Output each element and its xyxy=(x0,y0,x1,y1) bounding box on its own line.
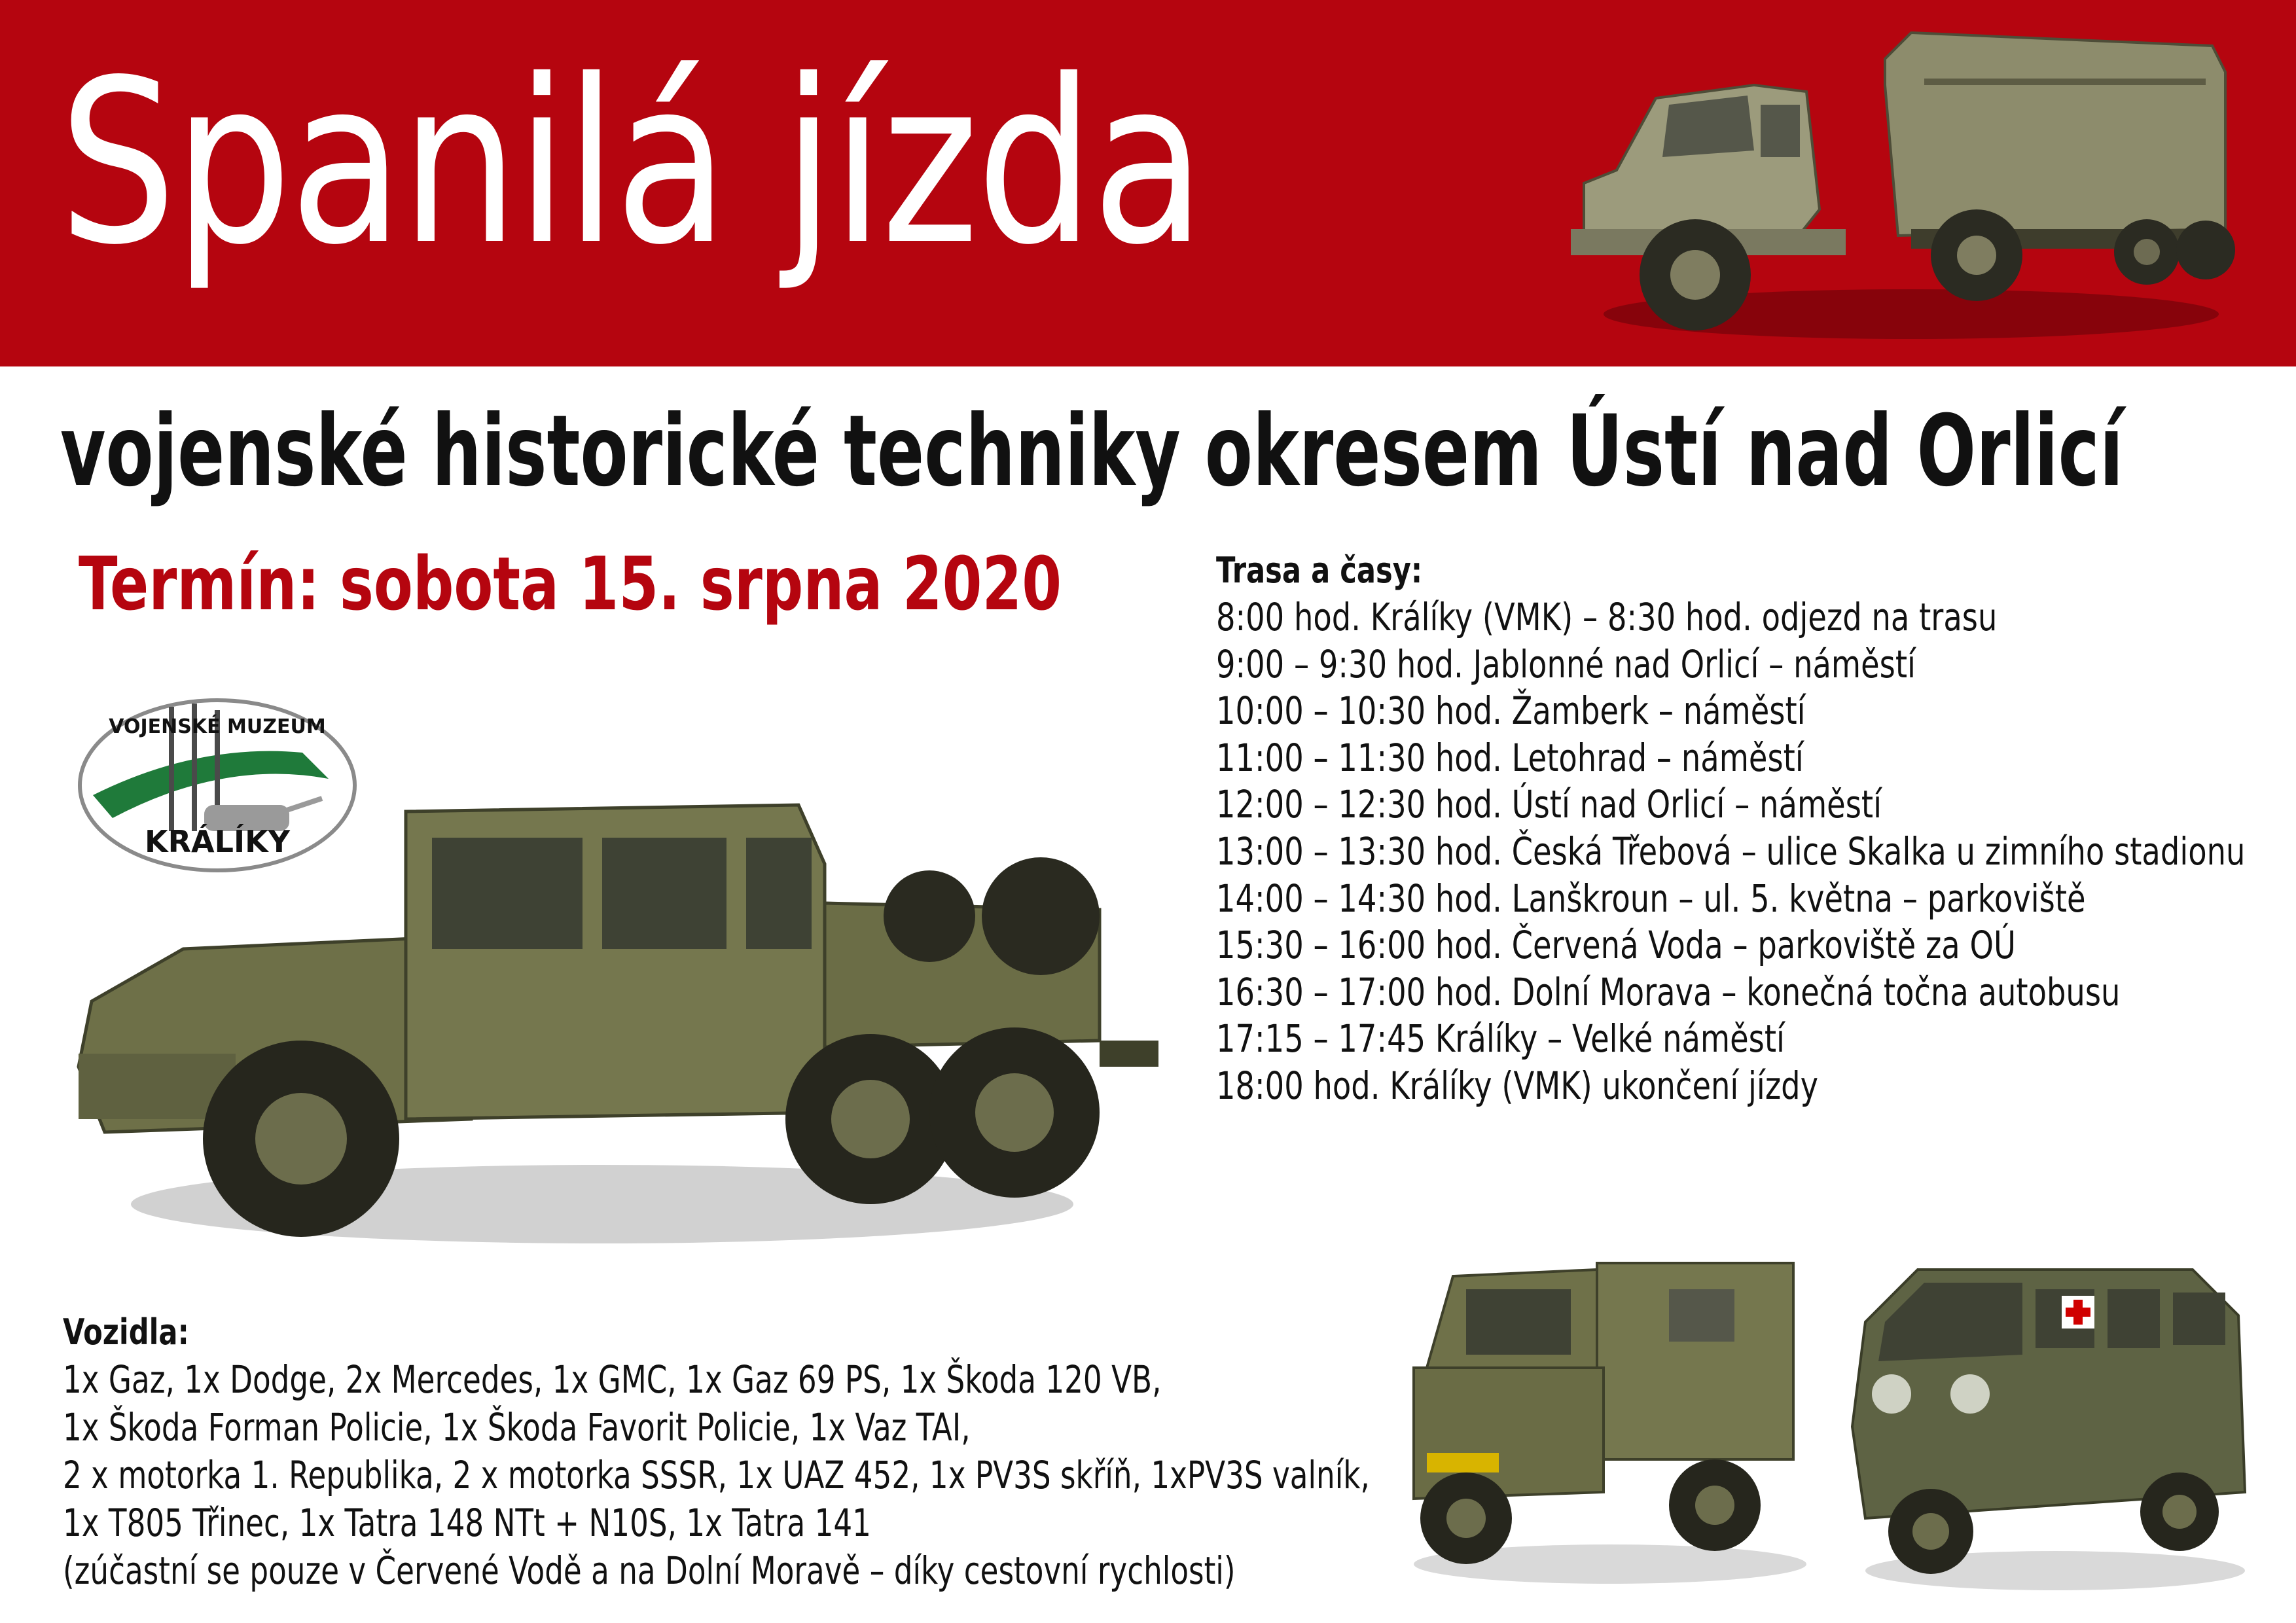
tatra-141-tractor-image xyxy=(65,785,1178,1257)
vehicles-line: 1x Gaz, 1x Dodge, 2x Mercedes, 1x GMC, 1x Gaz 69 PS, 1x Škoda 120 VB, xyxy=(63,1357,1162,1402)
vehicles-line: 1x T805 Třinec, 1x Tatra 148 NTt + N10S, 1x Tatra 141 xyxy=(63,1501,871,1545)
military-box-truck-image xyxy=(1388,1237,1833,1590)
uaz-ambulance-van-image xyxy=(1839,1230,2258,1597)
page-subtitle: vojenské historické techniky okresem Ústí nad Orlicí xyxy=(60,395,2124,508)
route-line: 18:00 hod. Králíky (VMK) ukončení jízdy xyxy=(1216,1063,1819,1108)
vehicles-line: (zúčastní se pouze v Červené Vodě a na Dolní Moravě – díky cestovní rychlosti) xyxy=(63,1548,1236,1593)
route-line: 10:00 – 10:30 hod. Žamberk – náměstí xyxy=(1216,688,1806,734)
vehicles-section xyxy=(63,1309,1372,1595)
logo-town-text: KRÁLÍKY xyxy=(144,824,291,859)
route-line: 9:00 – 9:30 hod. Jablonné nad Orlicí – náměstí xyxy=(1216,641,1916,687)
route-line: 12:00 – 12:30 hod. Ústí nad Orlicí – náměstí xyxy=(1216,782,1882,827)
route-heading: Trasa a časy: xyxy=(1216,550,1423,591)
route-line: 17:15 – 17:45 Králíky – Velké náměstí xyxy=(1216,1016,1785,1061)
route-line: 8:00 hod. Králíky (VMK) – 8:30 hod. odjezd na trasu xyxy=(1216,595,1998,639)
route-section xyxy=(1216,547,2263,1110)
route-line: 14:00 – 14:30 hod. Lanškroun – ul. 5. května – parkoviště xyxy=(1216,876,2086,921)
logo-museum-text: VOJENSKÉ MUZEUM xyxy=(109,715,326,738)
army-truck-semitrailer-image xyxy=(1558,20,2238,347)
vehicles-heading: Vozidla: xyxy=(63,1311,189,1353)
route-line: 13:00 – 13:30 hod. Česká Třebová – ulice Skalka u zimního stadionu xyxy=(1216,829,2246,874)
page-title: Spanilá jízda xyxy=(59,32,1204,294)
event-date: Termín: sobota 15. srpna 2020 xyxy=(79,542,1062,627)
route-line: 15:30 – 16:00 hod. Červená Voda – parkoviště za OÚ xyxy=(1216,923,2016,968)
vehicles-line: 1x Škoda Forman Policie, 1x Škoda Favorit Policie, 1x Vaz TAI, xyxy=(63,1405,971,1450)
vehicles-line: 2 x motorka 1. Republika, 2 x motorka SSSR, 1x UAZ 452, 1x PV3S skříň, 1xPV3S valník, xyxy=(63,1453,1370,1497)
route-line: 11:00 – 11:30 hod. Letohrad – náměstí xyxy=(1216,735,1804,780)
route-line: 16:30 – 17:00 hod. Dolní Morava – konečná točna autobusu xyxy=(1216,969,2121,1014)
